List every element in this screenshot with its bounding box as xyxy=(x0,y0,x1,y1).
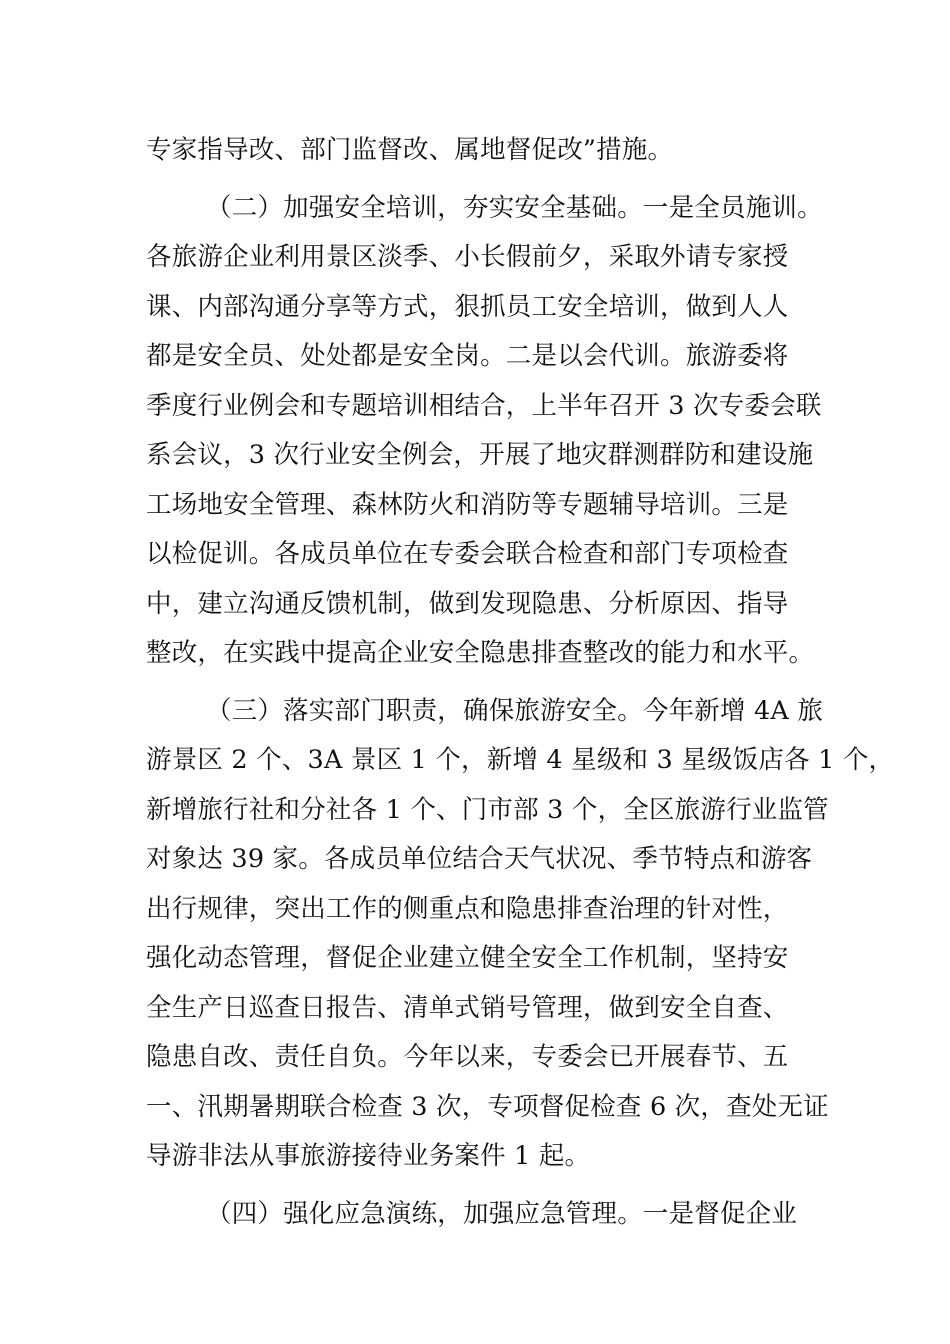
text-line: 游景区 2 个、3A 景区 1 个，新增 4 星级和 3 星级饭店各 1 个， xyxy=(146,745,895,775)
paragraph-department-duties xyxy=(146,687,895,1182)
text-line: 一、汛期暑期联合检查 3 次，专项督促检查 6 次，查处无证 xyxy=(146,1091,829,1122)
text-line: 导游非法从事旅游接待业务案件 1 起。 xyxy=(146,1141,591,1171)
text-line: 对象达 39 家。各成员单位结合天气状况、季节特点和游客 xyxy=(146,844,813,874)
text-line: 系会议，3 次行业安全例会，开展了地灾群测群防和建设施 xyxy=(146,440,814,470)
text-line: 各旅游企业利用景区淡季、小长假前夕，采取外请专家授 xyxy=(146,242,789,272)
text-line: 强化动态管理，督促企业建立健全安全工作机制，坚持安 xyxy=(146,943,789,973)
text-line: （三）落实部门职责，确保旅游安全。今年新增 4A 旅 xyxy=(206,695,824,726)
text-line: 整改，在实践中提高企业安全隐患排查整改的能力和水平。 xyxy=(146,638,815,668)
paragraph-emergency-drills xyxy=(146,1190,806,1240)
text-line: 季度行业例会和专题培训相结合，上半年召开 3 次专委会联 xyxy=(146,390,822,421)
text-line: 隐患自改、责任自负。今年以来，专委会已开展春节、五 xyxy=(146,1042,789,1072)
text-line: 全生产日巡查日报告、清单式销号管理，做到安全自查、 xyxy=(146,992,789,1023)
text-line: （二）加强安全培训，夯实安全基础。一是全员施训。 xyxy=(206,192,823,223)
text-line: 新增旅行社和分社各 1 个、门市部 3 个，全区旅游行业监管 xyxy=(146,794,829,825)
document-body xyxy=(146,126,895,1239)
paragraph-safety-training xyxy=(146,184,823,679)
paragraph-continuation xyxy=(146,126,806,176)
text-line: 工场地安全管理、森林防火和消防等专题辅导培训。三是 xyxy=(146,489,789,520)
text-line: （四）强化应急演练，加强应急管理。一是督促企业 xyxy=(206,1198,798,1229)
text-line: 都是安全员、处处都是安全岗。二是以会代训。旅游委将 xyxy=(146,341,789,371)
text-line: 课、内部沟通分享等方式，狠抓员工安全培训，做到人人 xyxy=(146,291,789,322)
text-line: 专家指导改、部门监督改、属地督促改”措施。 xyxy=(146,135,674,165)
text-line: 出行规律，突出工作的侧重点和隐患排查治理的针对性， xyxy=(146,893,789,924)
text-line: 中，建立沟通反馈机制，做到发现隐患、分析原因、指导 xyxy=(146,588,789,619)
text-line: 以检促训。各成员单位在专委会联合检查和部门专项检查 xyxy=(146,539,789,569)
